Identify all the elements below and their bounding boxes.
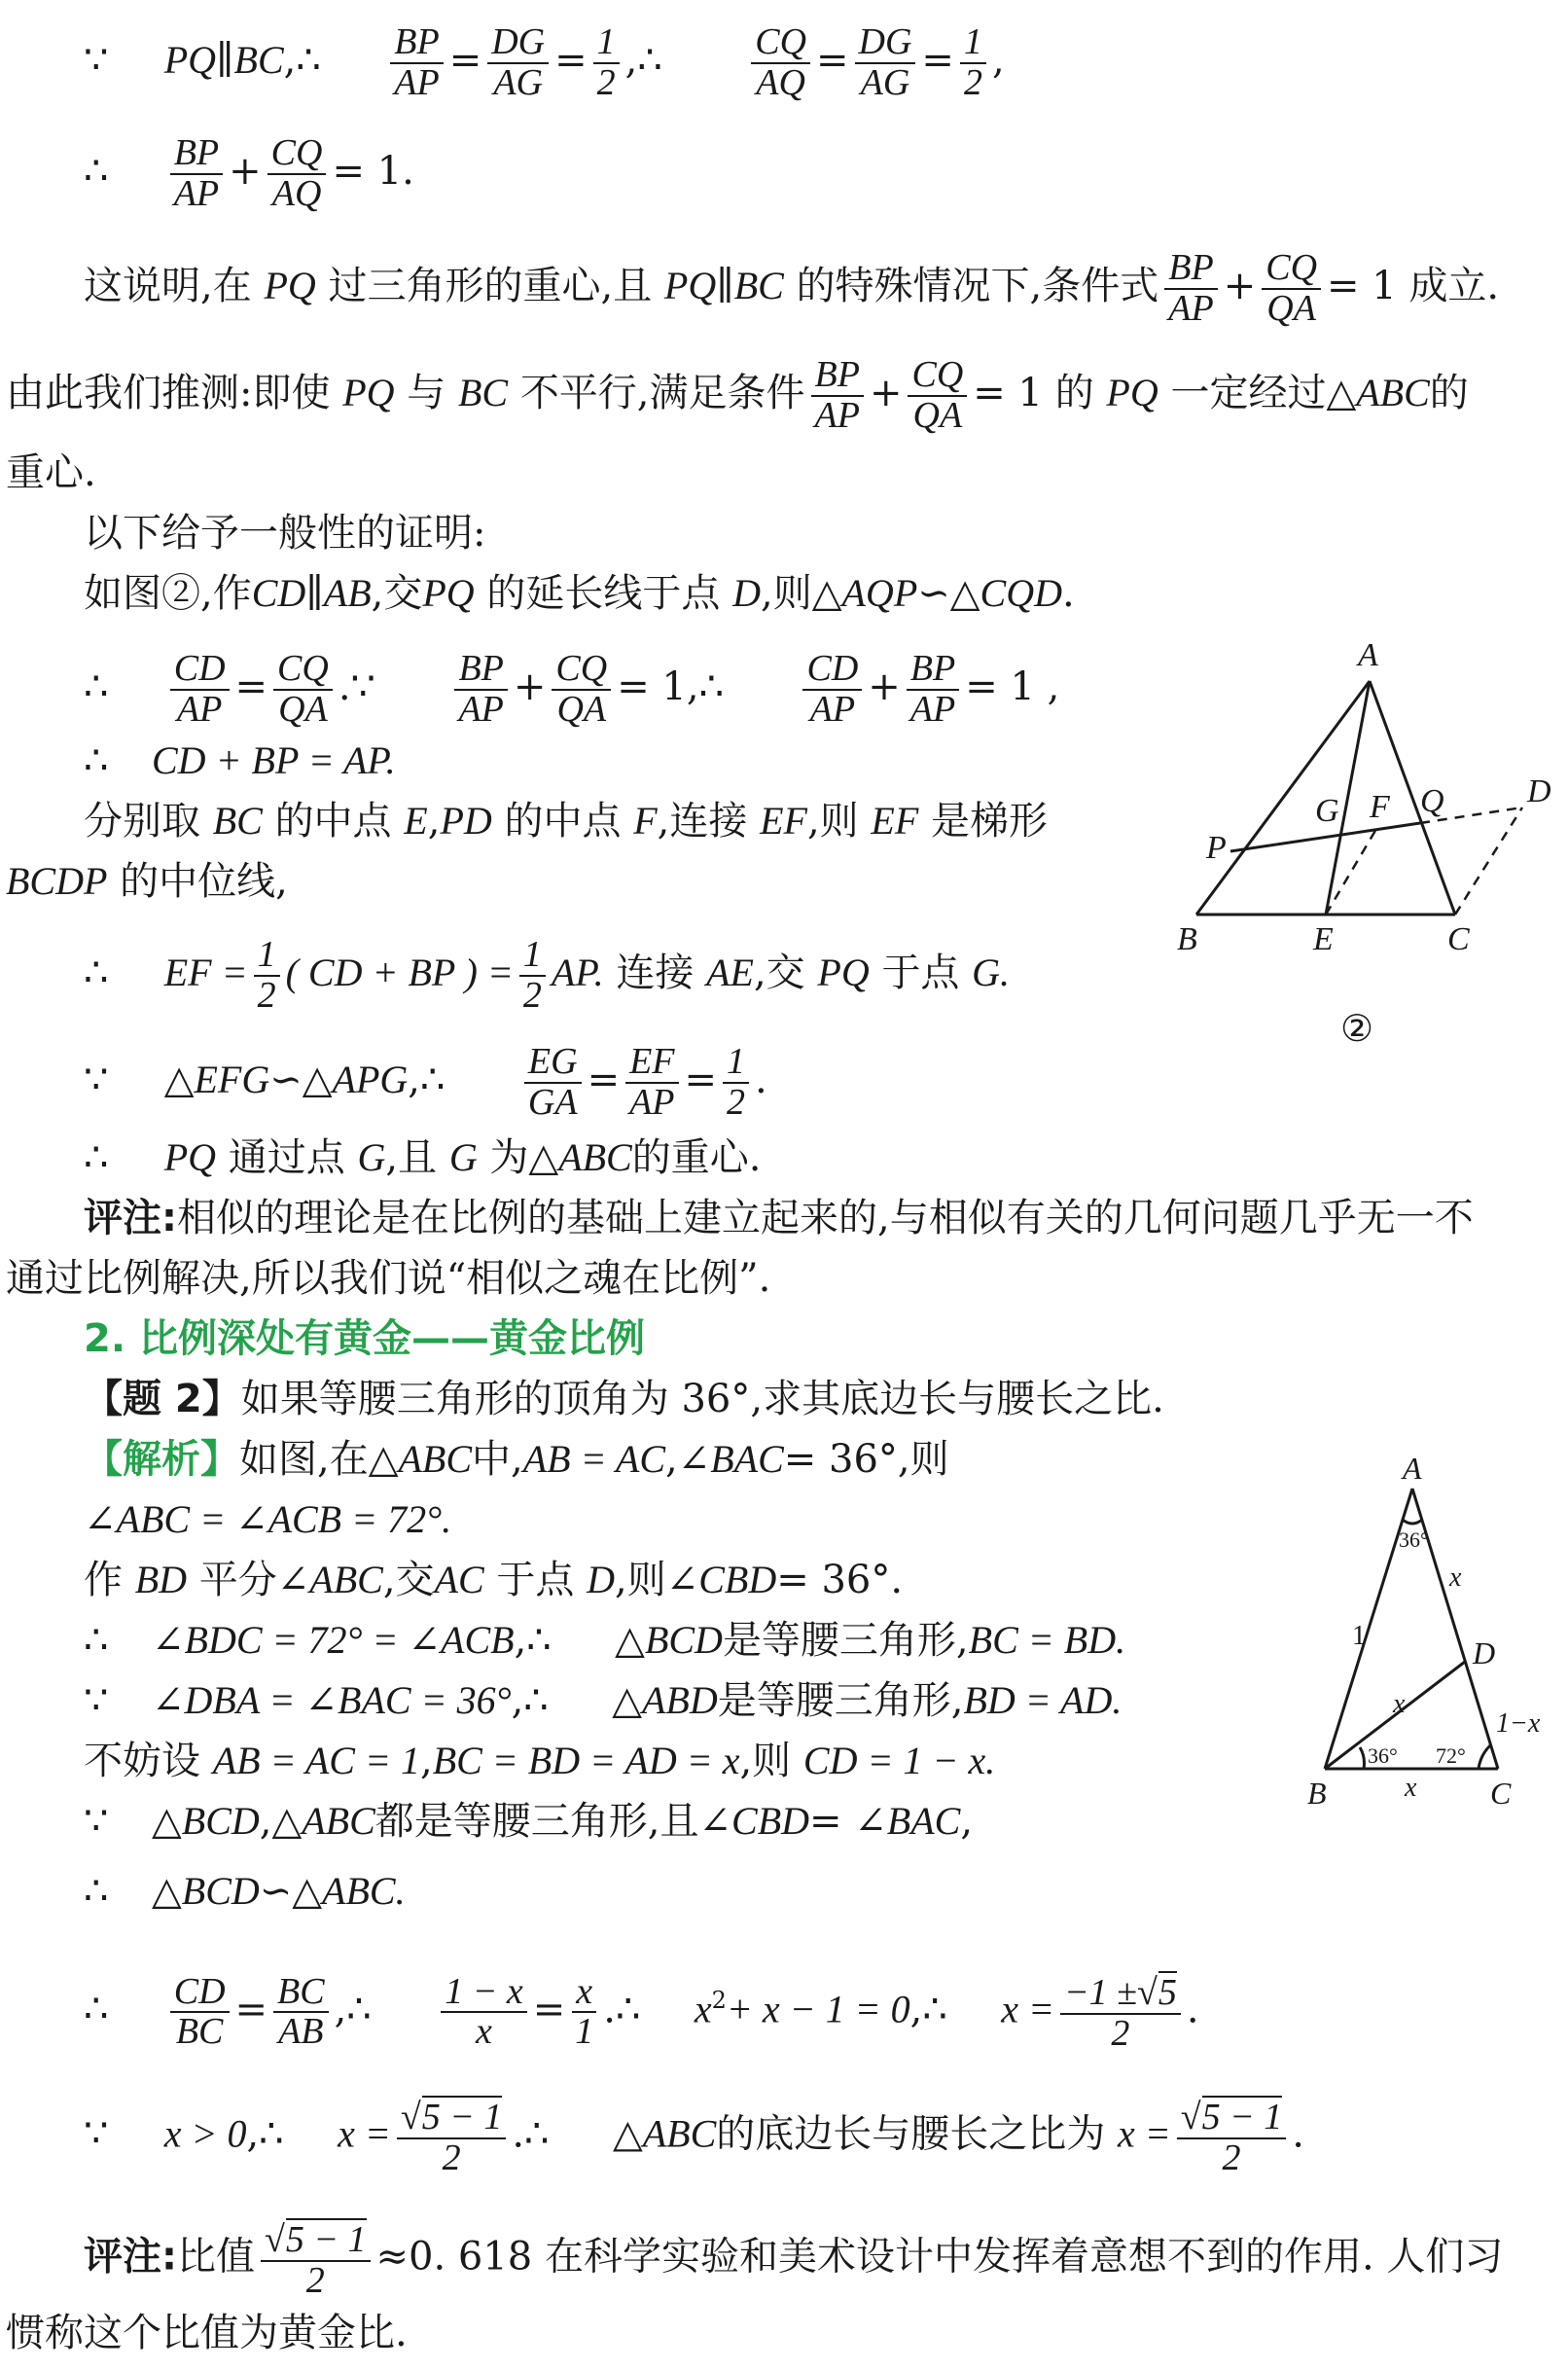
therefore-symbol: ∴	[84, 738, 109, 783]
fraction-cq-aq: $\frac{CQ}{AQ}$	[267, 134, 327, 214]
solution-line-10: ∵ x > 0,∴ x = $\frac{√5 - 1}{2}$ .∴ △ABC的底边长与腰长之比为 x = $\frac{√5 - 1}{2}$ .	[84, 2097, 1304, 2178]
fraction-golden-3: $\frac{√5 - 1}{2}$	[261, 2218, 371, 2301]
because-symbol: ∵	[350, 664, 375, 709]
question-2: 【题 2】如果等腰三角形的顶角为 36°,求其底边长与腰长之比.	[84, 1377, 1164, 1421]
label-a: A	[1403, 1451, 1422, 1486]
solution-line-7: ∵ △BCD,△ABC都是等腰三角形,且∠CBD= ∠BAC,	[84, 1799, 974, 1844]
solution-line-3: 作 BD 平分∠ABC,交AC 于点 D,则∠CBD= 36°.	[84, 1558, 904, 1602]
label-side-bc: x	[1405, 1773, 1417, 1803]
label-b: B	[1177, 921, 1197, 957]
fraction-x-1: $\frac{x}{1}$	[571, 1973, 597, 2053]
label-c: C	[1447, 921, 1470, 957]
remark-2: 评注:比值 $\frac{√5 - 1}{2}$ ≈0. 618 在科学实验和美术设计中发挥着意想不到的作用. 人们习	[84, 2219, 1504, 2301]
fraction-bp-ap: $\frac{BP}{AP}$	[907, 650, 959, 730]
proof-line-2: ∴ $\frac{BP}{AP}$ + $\frac{CQ}{AQ}$ = 1.	[84, 132, 414, 214]
fraction-half-2: $\frac{1}{2}$	[519, 936, 546, 1016]
label-angle-c: 72°	[1436, 1743, 1466, 1768]
label-p: P	[1206, 830, 1227, 866]
solution-line-4: ∴ ∠BDC = 72° = ∠ACB,∴ △BCD是等腰三角形,BC = BD.	[84, 1618, 1126, 1663]
math-text: PQ∥BC	[163, 37, 284, 82]
because-symbol: ∵	[84, 37, 109, 83]
fraction-golden: $\frac{√5 - 1}{2}$	[397, 2096, 507, 2178]
fraction-half: $\frac{1}{2}$	[723, 1043, 749, 1123]
fraction-quadratic-root: $\frac{-1 \pm√5}{2}$	[1060, 1971, 1181, 2054]
figure-triangle-centroid	[1167, 632, 1566, 1080]
paragraph-general-proof: 以下给予一般性的证明:	[84, 511, 486, 556]
therefore-symbol: ∴	[84, 1869, 109, 1914]
label-a: A	[1358, 637, 1378, 673]
fraction-cd-ap: $\frac{CD}{AP}$	[170, 650, 230, 730]
proof-line-conclusion: ∴ PQ 通过点 G,且 G 为△ABC的重心.	[84, 1135, 762, 1180]
fraction-1mx-x: $\frac{1 - x}{x}$	[441, 1973, 527, 2053]
fraction-bp-ap: $\frac{BP}{AP}$	[1164, 249, 1217, 329]
fraction-eg-ga: $\frac{EG}{GA}$	[524, 1043, 582, 1123]
therefore-symbol: ∴	[84, 1618, 109, 1663]
because-symbol: ∵	[84, 1799, 109, 1844]
label-c: C	[1490, 1776, 1512, 1811]
because-symbol: ∵	[84, 1057, 109, 1102]
label-side-ab: 1	[1352, 1621, 1366, 1651]
fraction-dg-ag-2: $\frac{DG}{AG}$	[855, 23, 916, 103]
solution-line-8: ∴ △BCD∽△ABC.	[84, 1869, 406, 1914]
solution-line-5: ∵ ∠DBA = ∠BAC = 36°,∴ △ABD是等腰三角形,BD = AD.	[84, 1678, 1123, 1723]
fraction-half: $\frac{1}{2}$	[593, 23, 620, 103]
solution-line-9: ∴ $\frac{CD}{BC}$ = $\frac{BC}{AB}$ ,∴ $\frac{1 - x}{x}$ = $\frac{x}{1}$ .∴ $x^2+ x - 1$ = 0,∴ x = $\frac{-1 \pm√5}{2}$ .	[84, 1970, 1199, 2054]
remark-2-continued: 惯称这个比值为黄金比.	[6, 2311, 408, 2355]
angle-arc-a	[1403, 1520, 1422, 1524]
proof-line-1: ∵ PQ∥BC,∴ $\frac{BP}{AP}$ = $\frac{DG}{AG}$ = $\frac{1}{2}$ ,∴ $\frac{CQ}{AQ}$ = $\frac{DG}{AG}$ = $\frac{1}{2}$ ,	[84, 21, 1005, 103]
paragraph-midpoints: 分别取 BC 的中点 E,PD 的中点 F,连接 EF,则 EF 是梯形	[84, 799, 1048, 844]
label-f: F	[1370, 789, 1390, 825]
label-d: D	[1473, 1635, 1496, 1670]
paragraph-explanation: 这说明,在 PQ 过三角形的重心,且 PQ∥BC 的特殊情况下,条件式 $\frac{BP}{AP}$ + $\frac{CQ}{QA}$ = 1 成立.	[84, 247, 1500, 329]
paragraph-centroid: 重心.	[6, 450, 96, 495]
because-symbol: ∵	[84, 2111, 109, 2157]
label-q: Q	[1420, 783, 1444, 819]
therefore-symbol: ∴	[84, 950, 109, 995]
label-e: E	[1313, 921, 1334, 957]
therefore-symbol: ∴	[84, 148, 109, 194]
proof-line-sum: ∴ CD + BP = AP.	[84, 738, 396, 783]
therefore-symbol: ∴	[84, 664, 109, 709]
fraction-ef-ap: $\frac{EF}{AP}$	[625, 1043, 678, 1123]
fraction-cq-qa: $\frac{CQ}{QA}$	[552, 650, 611, 730]
label-b: B	[1307, 1776, 1327, 1811]
angle-arc-c	[1479, 1745, 1490, 1769]
fraction-cq-qa: $\frac{CQ}{QA}$	[908, 356, 967, 436]
fraction-dg-ag: $\frac{DG}{AG}$	[487, 23, 549, 103]
fraction-bp-ap: $\frac{BP}{AP}$	[390, 23, 443, 103]
remark-1-continued: 通过比例解决,所以我们说“相似之魂在比例”.	[6, 1256, 771, 1301]
label-side-bd: x	[1393, 1689, 1406, 1719]
segment-cd	[1455, 808, 1522, 915]
paragraph-midline: BCDP 的中位线,	[6, 859, 288, 904]
angle-arc-b	[1360, 1747, 1365, 1769]
proof-line-ef: ∴ EF = $\frac{1}{2}$ ( CD + BP ) = $\frac{1}{2}$ AP. 连接 AE,交 PQ 于点 G.	[84, 934, 1011, 1016]
fraction-cq-aq: $\frac{CQ}{AQ}$	[751, 23, 810, 103]
proof-line-similar: ∵ △EFG∽△APG,∴ $\frac{EG}{GA}$ = $\frac{EF}{AP}$ = $\frac{1}{2}$ .	[84, 1041, 767, 1123]
label-side-ad: x	[1449, 1562, 1462, 1593]
figure-golden-triangle	[1303, 1450, 1568, 1819]
solution-line-6: 不妨设 AB = AC = 1,BC = BD = AD = x,则 CD = 1 − x.	[84, 1739, 996, 1783]
fraction-bp-ap: $\frac{BP}{AP}$	[170, 134, 223, 214]
label-side-dc: 1−x	[1496, 1708, 1541, 1739]
fraction-bp-ap: $\frac{BP}{AP}$	[811, 356, 864, 436]
segment-ab	[1196, 681, 1370, 915]
paragraph-construction: 如图②,作CD∥AB,交PQ 的延长线于点 D,则△AQP∽△CQD.	[84, 571, 1075, 616]
label-g: G	[1315, 793, 1339, 829]
therefore-symbol: ∴	[84, 1987, 109, 2032]
label-angle-a: 36°	[1399, 1527, 1429, 1552]
fraction-cq-qa: $\frac{CQ}{QA}$	[273, 650, 333, 730]
section-heading-golden-ratio: 2. 比例深处有黄金——黄金比例	[84, 1316, 645, 1361]
proof-line-ratio: ∴ $\frac{CD}{AP}$ = $\frac{CQ}{QA}$ .∵ $\frac{BP}{AP}$ + $\frac{CQ}{QA}$ = 1,∴ $\frac{CD}{AP}$ + $\frac{BP}{AP}$ = 1 ,	[84, 648, 1060, 730]
fraction-cq-qa: $\frac{CQ}{QA}$	[1262, 249, 1321, 329]
remark-1: 评注:相似的理论是在比例的基础上建立起来的,与相似有关的几何问题几乎无一不	[84, 1196, 1474, 1240]
fraction-bp-ap: $\frac{BP}{AP}$	[454, 650, 507, 730]
fraction-half: $\frac{1}{2}$	[254, 936, 280, 1016]
because-symbol: ∵	[84, 1678, 109, 1723]
fraction-half-2: $\frac{1}{2}$	[960, 23, 986, 103]
fraction-cd-bc: $\frac{CD}{BC}$	[170, 1973, 230, 2053]
label-angle-b: 36°	[1368, 1743, 1398, 1768]
solution-line-2: ∠ABC = ∠ACB = 72°.	[84, 1497, 452, 1541]
fraction-cd-ap: $\frac{CD}{AP}$	[802, 650, 862, 730]
solution-line-1: 【解析】如图,在△ABC中,AB = AC,∠BAC= 36°,则	[84, 1437, 949, 1482]
fraction-bc-ab: $\frac{BC}{AB}$	[273, 1973, 329, 2053]
math-text: ,∴	[283, 37, 321, 83]
therefore-symbol: ∴	[84, 1135, 109, 1180]
fraction-golden-2: $\frac{√5 - 1}{2}$	[1177, 2096, 1287, 2178]
figure-caption: ②	[1340, 1009, 1374, 1050]
paragraph-conjecture: 由此我们推测:即使 PQ 与 BC 不平行,满足条件 $\frac{BP}{AP}$ + $\frac{CQ}{QA}$ = 1 的 PQ 一定经过△ABC的	[6, 354, 1469, 436]
label-d: D	[1527, 773, 1551, 809]
